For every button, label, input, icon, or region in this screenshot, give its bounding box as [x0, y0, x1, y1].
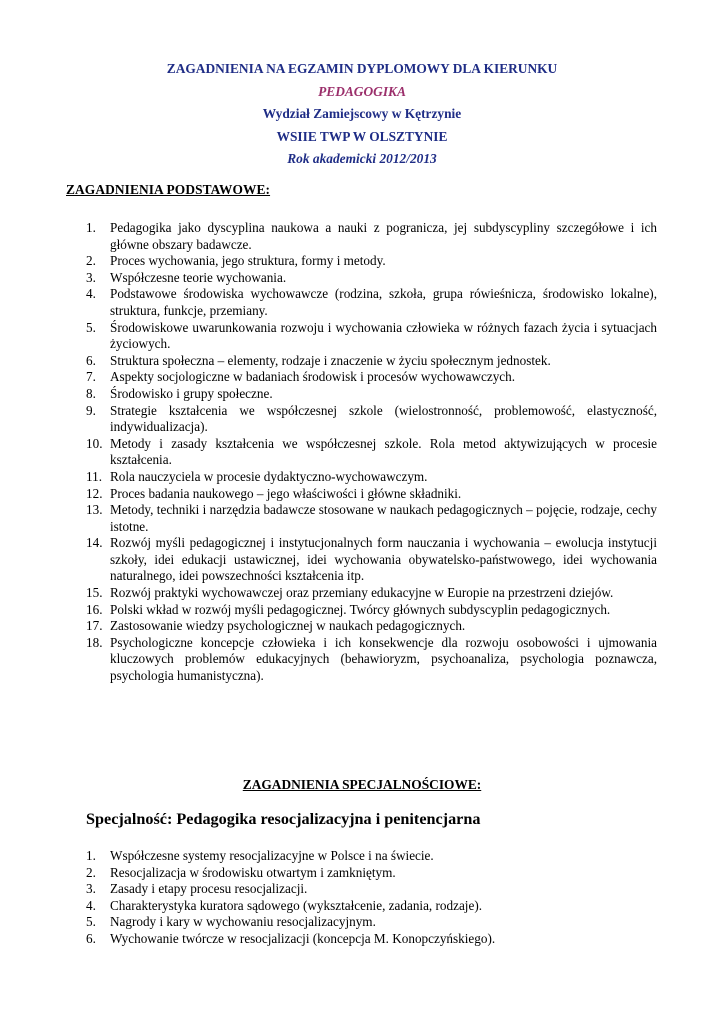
header-academic-year: Rok akademicki 2012/2013 [287, 151, 437, 167]
list-item-text: Środowisko i grupy społeczne. [110, 385, 273, 401]
list-item [86, 502, 657, 535]
basic-topics-list [86, 220, 657, 685]
list-item [86, 486, 657, 503]
list-item-number: 17. [86, 618, 103, 634]
list-item-text: Pedagogika jako dyscyplina naukowa a nauki z pogranicza, jej subdyscypliny szczegółowe i ich główne obszary badawcze. [110, 220, 657, 252]
list-item [86, 898, 657, 915]
list-item-number: 5. [86, 914, 96, 930]
list-item [86, 848, 657, 865]
list-item-number: 15. [86, 585, 103, 601]
specialty-topics-list [86, 848, 657, 948]
list-item [86, 865, 657, 882]
list-item-text: Psychologiczne koncepcje człowieka i ich konsekwencje dla rozwoju osobowości i ujmowania kluczowych problemów edukacyjnych (behawioryzm, psychoanaliza, psychologia poznawcza, psychologia humanistyczna). [110, 634, 657, 684]
list-item-number: 14. [86, 535, 103, 551]
list-item-text: Środowiskowe uwarunkowania rozwoju i wychowania człowieka w różnych fazach życia i sytuacjach życiowych. [110, 319, 657, 352]
list-item-text: Struktura społeczna – elementy, rodzaje i znaczenie w życiu społecznym jednostek. [110, 352, 551, 368]
list-item-number: 9. [86, 402, 96, 418]
list-item-text: Współczesne teorie wychowania. [110, 269, 287, 285]
list-item [86, 635, 657, 685]
list-item-number: 11. [86, 468, 102, 484]
list-item-number: 16. [86, 601, 103, 617]
list-item [86, 436, 657, 469]
basic-topics-heading: ZAGADNIENIA PODSTAWOWE: [66, 182, 271, 197]
document-header [0, 58, 724, 171]
list-item [86, 602, 657, 619]
list-item [86, 585, 657, 602]
list-item-text: Współczesne systemy resocjalizacyjne w Polsce i na świecie. [110, 848, 434, 863]
list-item-number: 2. [86, 253, 96, 269]
list-item-text: Metody, techniki i narzędzia badawcze stosowane w naukach pedagogicznych – pojęcie, rodzaje, cechy istotne. [110, 502, 657, 534]
list-item-number: 4. [86, 286, 96, 302]
list-item [86, 535, 657, 585]
list-item-text: Rola nauczyciela w procesie dydaktyczno-wychowawczym. [110, 468, 428, 484]
list-item-number: 10. [86, 435, 103, 451]
list-item [86, 353, 657, 370]
list-item-text: Nagrody i kary w wychowaniu resocjalizacyjnym. [110, 914, 376, 930]
list-item [86, 881, 657, 898]
list-item-text: Metody i zasady kształcenia we współczesnej szkole. Rola metod aktywizujących w procesie kształcenia. [110, 435, 657, 468]
list-item-number: 3. [86, 269, 96, 285]
list-item-text: Proces wychowania, jego struktura, formy i metody. [110, 253, 386, 269]
list-item [86, 469, 657, 486]
list-item [86, 931, 657, 948]
list-item-number: 7. [86, 369, 96, 385]
list-item-number: 4. [86, 897, 96, 913]
list-item-text: Aspekty socjologiczne w badaniach środowisk i procesów wychowawczych. [110, 369, 516, 385]
list-item [86, 386, 657, 403]
list-item-text: Proces badania naukowego – jego właściwości i główne składniki. [110, 485, 462, 501]
specialty-title: Specjalność: Pedagogika resocjalizacyjna i penitencjarna [86, 810, 481, 828]
list-item-text: Zastosowanie wiedzy psychologicznej w naukach pedagogicznych. [110, 618, 466, 634]
list-item-number: 2. [86, 864, 96, 880]
list-item-text: Charakterystyka kuratora sądowego (wykształcenie, zadania, rodzaje). [110, 897, 483, 913]
header-faculty: Wydział Zamiejscowy w Kętrzynie [262, 106, 462, 122]
list-item [86, 403, 657, 436]
list-item-number: 1. [86, 220, 96, 235]
list-item [86, 914, 657, 931]
list-item [86, 618, 657, 635]
list-item-text: Rozwój praktyki wychowawczej oraz przemiany edukacyjne w Europie na przestrzeni dziejów. [110, 585, 614, 601]
list-item [86, 320, 657, 353]
list-item-number: 8. [86, 385, 96, 401]
list-item-number: 18. [86, 634, 103, 650]
list-item-number: 6. [86, 930, 96, 946]
header-field-of-study: PEDAGOGIKA [318, 83, 406, 99]
list-item-number: 13. [86, 502, 103, 518]
list-item-text: Zasady i etapy procesu resocjalizacji. [110, 881, 308, 897]
list-item-number: 6. [86, 352, 96, 368]
list-item-number: 3. [86, 881, 96, 897]
list-item-number: 12. [86, 485, 103, 501]
specialty-topics-heading: ZAGADNIENIA SPECJALNOŚCIOWE: [242, 777, 482, 792]
list-item [86, 270, 657, 287]
list-item-number: 5. [86, 319, 96, 335]
list-item [86, 286, 657, 319]
header-school: WSIIE TWP W OLSZTYNIE [276, 128, 448, 144]
list-item-number: 1. [86, 848, 96, 863]
list-item [86, 220, 657, 253]
list-item-text: Wychowanie twórcze w resocjalizacji (koncepcja M. Konopczyńskiego). [110, 930, 496, 946]
header-title: ZAGADNIENIA NA EGZAMIN DYPLOMOWY DLA KIERUNKU [166, 61, 558, 76]
list-item-text: Resocjalizacja w środowisku otwartym i zamkniętym. [110, 864, 396, 880]
list-item-text: Polski wkład w rozwój myśli pedagogicznej. Twórcy głównych subdyscyplin pedagogicznych. [110, 601, 611, 617]
list-item-text: Rozwój myśli pedagogicznej i instytucjonalnych form nauczania i wychowania – ewolucja instytucji szkoły, idei edukacji ustawicznej, idei wychowania obywatelsko-państwowego, idei wychowania naturalnego, idei powszechności kształcenia itp. [110, 535, 657, 584]
list-item-text: Podstawowe środowiska wychowawcze (rodzina, szkoła, grupa rówieśnicza, środowisko lokalne), struktura, funkcje, przemiany. [110, 286, 657, 318]
list-item [86, 369, 657, 386]
list-item [86, 253, 657, 270]
list-item-text: Strategie kształcenia we współczesnej szkole (wielostronność, problemowość, elastyczność, indywidualizacja). [110, 402, 657, 435]
